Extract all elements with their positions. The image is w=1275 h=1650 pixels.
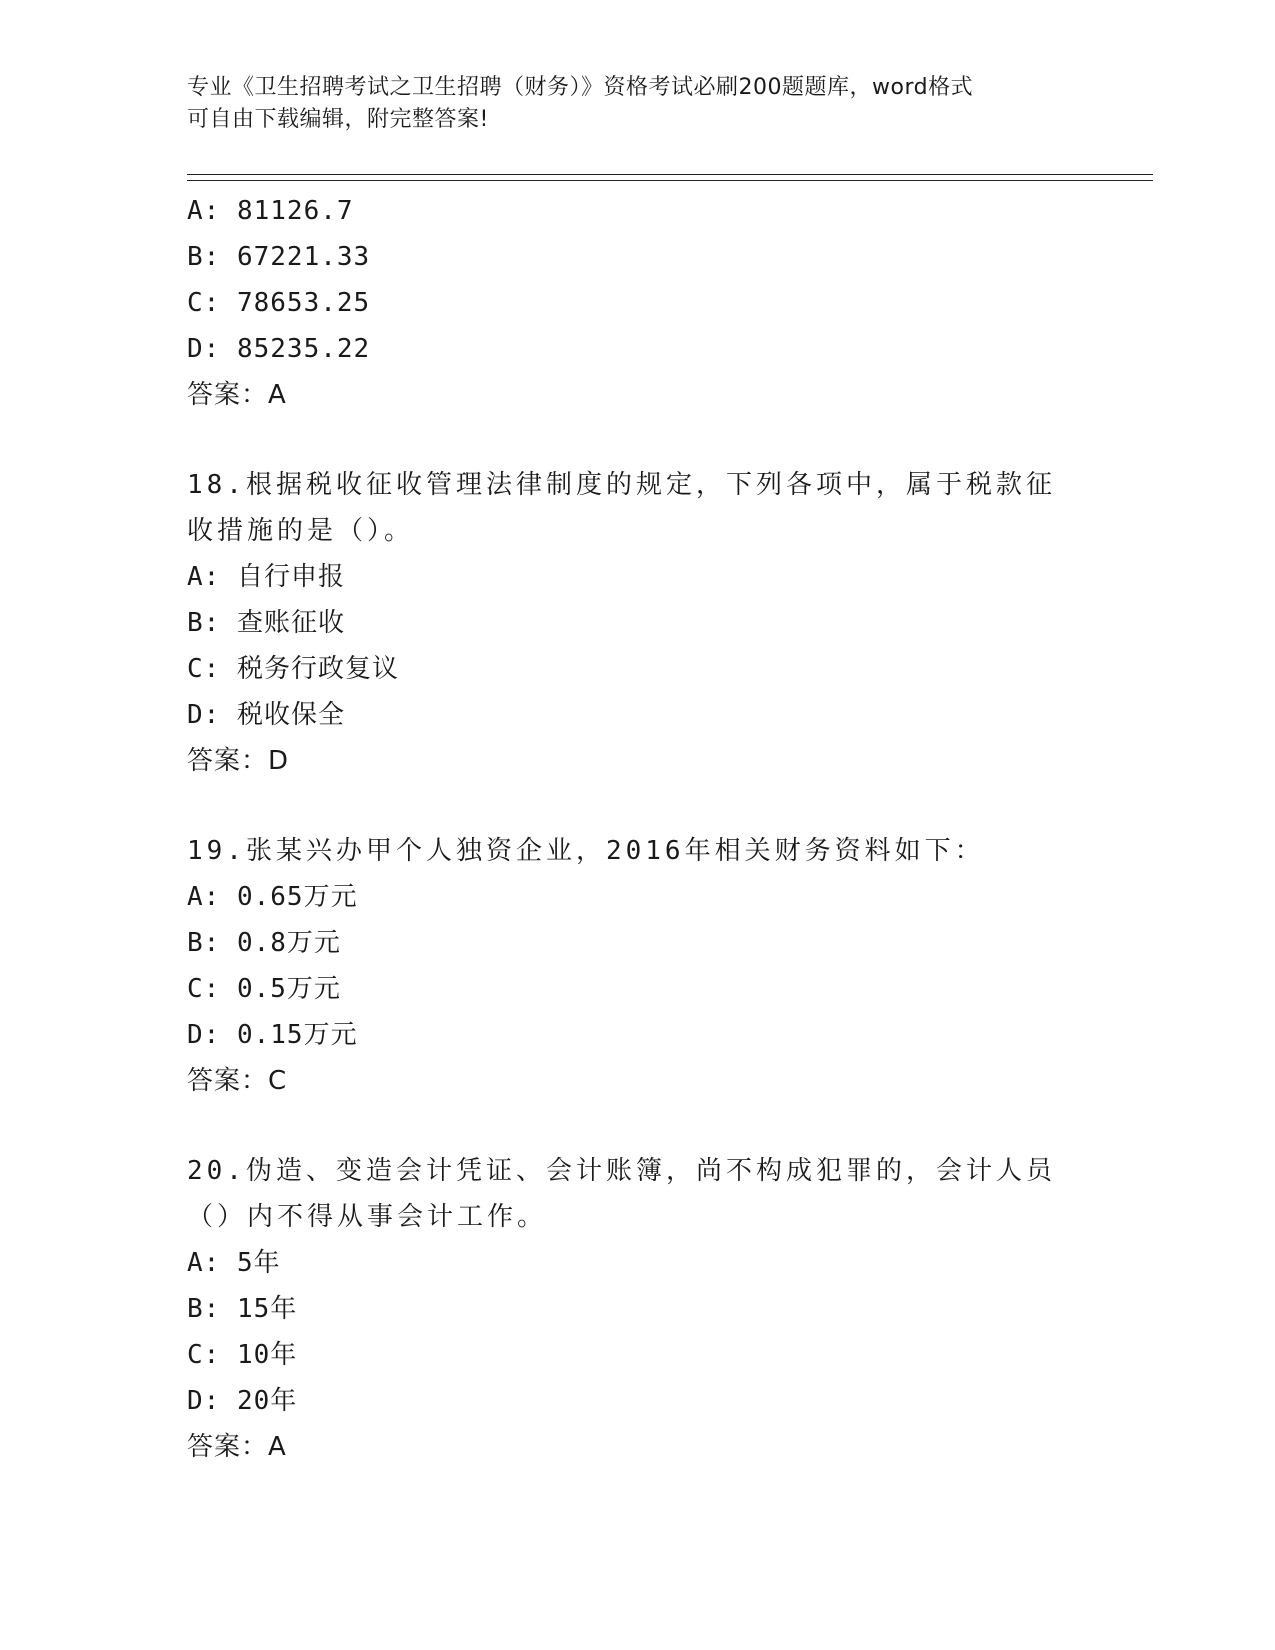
answer-line: 答案：C [187,1066,288,1096]
option-d: D: 85235.22 [187,334,371,364]
option-a: A: 5年 [187,1248,281,1278]
question-stem: 18.根据税收征收管理法律制度的规定，下列各项中，属于税款征收措施的是（）。 [187,470,1056,546]
header-line-2: 可自由下载编辑，附完整答案! [187,107,489,132]
option-b: B: 67221.33 [187,242,371,272]
option-a: A: 0.65万元 [187,882,358,912]
option-c: C: 0.5万元 [187,974,341,1004]
option-c: C: 10年 [187,1340,298,1370]
question-stem: 19.张某兴办甲个人独资企业，2016年相关财务资料如下： [187,836,985,866]
option-d: D: 税收保全 [187,700,345,730]
question-stem: 20.伪造、变造会计凭证、会计账簿，尚不构成犯罪的，会计人员（）内不得从事会计工作。 [187,1156,1056,1232]
question-18 [187,462,1087,784]
question-20 [187,1148,1087,1470]
question-19 [187,828,1087,1104]
option-b: B: 0.8万元 [187,928,341,958]
option-d: D: 0.15万元 [187,1020,358,1050]
question-list [187,188,1087,1470]
document-header [187,72,1087,136]
question-17-continued [187,188,1087,418]
answer-line: 答案：D [187,746,290,776]
header-line-1: 专业《卫生招聘考试之卫生招聘（财务）》资格考试必刷200题题库，word格式 [187,75,974,100]
option-b: B: 查账征收 [187,608,345,638]
option-c: C: 税务行政复议 [187,654,399,684]
option-d: D: 20年 [187,1386,298,1416]
option-a: A: 81126.7 [187,196,354,226]
option-b: B: 15年 [187,1294,298,1324]
header-divider-top [187,174,1153,175]
answer-line: 答案：A [187,380,287,410]
option-a: A: 自行申报 [187,562,345,592]
option-c: C: 78653.25 [187,288,371,318]
header-divider-bottom [187,180,1153,181]
answer-line: 答案：A [187,1432,287,1462]
